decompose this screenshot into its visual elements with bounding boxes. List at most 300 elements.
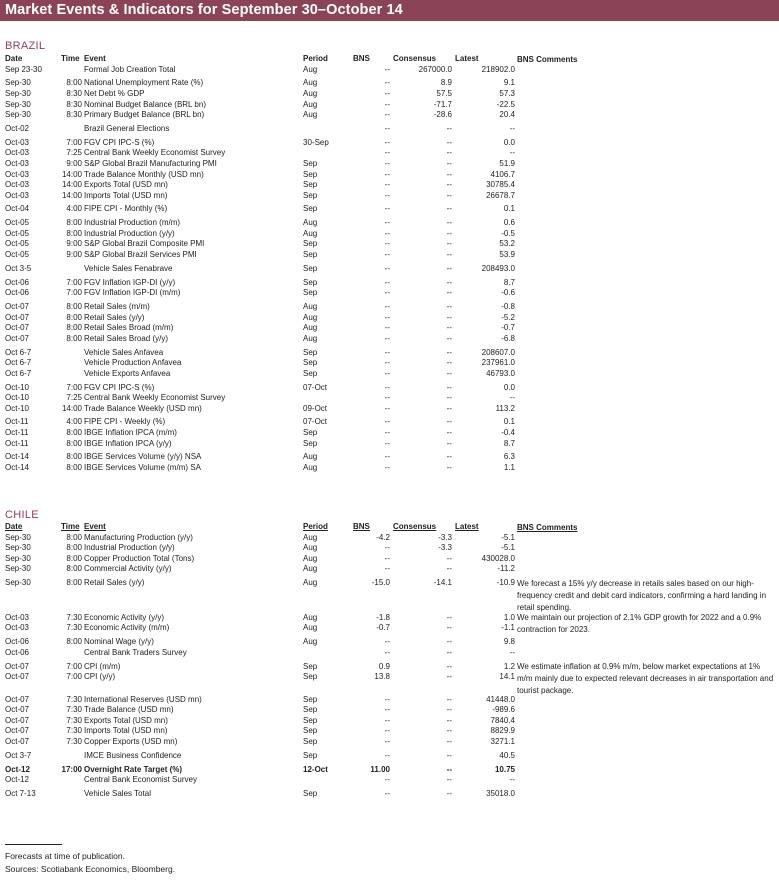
event-cell: Retail Sales (y/y) [84,312,145,322]
page-title-banner [0,0,779,21]
consensus-cell: -- [446,452,452,462]
bns-forecast-cell: -- [384,148,390,158]
consensus-cell: -- [446,277,452,287]
bns-forecast-cell: -- [384,301,390,311]
bns-forecast-cell: -- [384,543,390,553]
consensus-cell: -- [446,612,452,622]
date-cell: Oct-07 [5,333,30,343]
latest-cell: -5.2 [501,312,515,322]
table-row [0,138,779,149]
column-header-consensus: Consensus [393,522,437,531]
consensus-cell: -- [446,564,452,574]
table-row [0,264,779,275]
date-cell: Oct-07 [5,301,30,311]
event-cell: Copper Production Total (Tons) [84,553,195,563]
bns-forecast-cell: -- [384,123,390,133]
date-cell: Oct-11 [5,438,29,448]
date-cell: Oct-10 [5,393,30,403]
column-header-time: Time [61,522,80,531]
consensus-cell: -- [446,750,452,760]
latest-cell: 9.1 [503,78,515,88]
consensus-cell: -- [446,672,452,682]
date-cell: Sep-30 [5,99,31,109]
event-cell: Trade Balance Monthly (USD mn) [84,169,204,179]
consensus-cell: -- [446,403,452,413]
event-cell: Vehicle Sales Fenabrave [84,263,173,273]
latest-cell: -0.8 [501,301,515,311]
latest-cell: -0.7 [501,323,515,333]
table-row [0,765,779,776]
consensus-cell: -- [446,764,452,774]
period-cell: Aug [303,532,318,542]
event-cell: IBGE Inflation IPCA (y/y) [84,438,172,448]
date-cell: Oct-02 [5,123,30,133]
event-cell: Economic Activity (m/m) [84,623,170,633]
latest-cell: -10.9 [496,578,515,588]
latest-cell: 0.0 [503,382,515,392]
period-cell: Sep [303,190,318,200]
bns-forecast-cell: -- [384,347,390,357]
latest-cell: 6.3 [503,452,515,462]
time-cell: 7:30 [66,737,82,747]
time-cell: 8:00 [66,301,82,311]
date-cell: Sep-30 [5,553,31,563]
consensus-cell: -- [446,647,452,657]
consensus-cell: -71.7 [433,99,452,109]
brazil-table [0,54,779,474]
time-cell: 7:25 [66,148,82,158]
table-row [0,705,779,716]
bns-forecast-cell: 0.9 [378,661,390,671]
table-row [0,204,779,215]
latest-cell: 30785.4 [486,180,515,190]
date-cell: Oct-07 [5,312,30,322]
time-cell: 8:00 [66,463,82,473]
time-cell: 7:25 [66,393,82,403]
table-row [0,100,779,111]
consensus-cell: -- [446,694,452,704]
consensus-cell: -- [446,358,452,368]
table-row [0,369,779,380]
event-cell: Nominal Budget Balance (BRL bn) [84,99,206,109]
date-cell: Oct-03 [5,169,30,179]
event-cell: Vehicle Sales Anfavea [84,347,164,357]
event-cell: FGV Inflation IGP-DI (m/m) [84,288,181,298]
bns-forecast-cell: -- [384,78,390,88]
latest-cell: 0.1 [503,204,515,214]
column-header-date: Date [5,522,23,531]
table-row [0,554,779,565]
table-row [0,288,779,299]
table-row [0,543,779,554]
time-cell: 8:00 [66,637,82,647]
consensus-cell: -- [446,137,452,147]
bns-forecast-cell: -- [384,789,390,798]
consensus-cell: -- [446,661,452,671]
table-row [0,439,779,450]
period-cell: Aug [303,228,318,238]
event-cell: Formal Job Creation Total [84,64,176,74]
date-cell: Sep 23-30 [5,64,42,74]
event-cell: Central Bank Weekly Economist Survey [84,148,226,158]
bns-forecast-cell: -1.8 [376,612,390,622]
latest-cell: 14.1 [499,672,515,682]
table-row [0,302,779,313]
time-cell: 14:00 [61,169,82,179]
table-row [0,229,779,240]
bns-forecast-cell: -- [384,382,390,392]
bns-forecast-cell: -- [384,428,390,438]
latest-cell: 53.9 [499,250,515,260]
latest-cell: -0.4 [501,428,515,438]
consensus-cell: -- [446,148,452,158]
event-cell: Trade Balance Weekly (USD mn) [84,403,202,413]
time-cell: 7:00 [66,382,82,392]
event-cell: Manufacturing Production (y/y) [84,532,193,542]
bns-forecast-cell: -- [384,393,390,403]
consensus-cell: -- [446,789,452,798]
date-cell: Oct-05 [5,218,30,228]
time-cell: 7:30 [66,612,82,622]
period-cell: Aug [303,323,318,333]
event-cell: Nominal Wage (y/y) [84,637,154,647]
event-cell: FGV Inflation IGP-DI (y/y) [84,277,176,287]
latest-cell: -22.5 [496,99,515,109]
time-cell: 4:00 [66,204,82,214]
time-cell: 9:00 [66,158,82,168]
consensus-cell: -- [446,158,452,168]
consensus-cell: -3.3 [438,532,452,542]
period-cell: Aug [303,78,318,88]
date-cell: Oct-05 [5,250,30,260]
time-cell: 8:00 [66,564,82,574]
consensus-cell: -- [446,417,452,427]
latest-cell: 0.0 [503,137,515,147]
date-cell: Oct 6-7 [5,358,32,368]
consensus-cell: -- [446,428,452,438]
bns-forecast-cell: -- [384,110,390,120]
consensus-cell: 8.9 [440,78,452,88]
consensus-cell: -- [446,368,452,378]
period-cell: Aug [303,578,318,588]
event-cell: Primary Budget Balance (BRL bn) [84,110,205,120]
table-row [0,775,779,786]
date-cell: Oct-07 [5,715,30,725]
column-header-comments: BNS Comments [517,523,578,532]
event-cell: Retail Sales (m/m) [84,301,150,311]
bns-forecast-cell: -- [384,137,390,147]
column-header-time: Time [61,54,80,63]
period-cell: Aug [303,110,318,120]
table-row [0,110,779,121]
time-cell: 8:00 [66,428,82,438]
table-row [0,578,779,612]
event-cell: Industrial Production (m/m) [84,218,181,228]
bns-forecast-cell: -- [384,333,390,343]
consensus-cell: -- [446,190,452,200]
table-row [0,78,779,89]
bns-forecast-cell: -- [384,218,390,228]
latest-cell: 35018.0 [486,789,515,798]
section-title-brazil: BRAZIL [5,40,46,52]
period-cell: Sep [303,672,318,682]
period-cell: Sep [303,789,318,798]
table-row [0,170,779,181]
time-cell: 8:30 [66,110,82,120]
period-cell: Aug [303,553,318,563]
period-cell: 07-Oct [303,382,328,392]
date-cell: Oct-12 [5,775,30,785]
latest-cell: 208493.0 [481,263,515,273]
period-cell: Aug [303,218,318,228]
time-cell: 8:00 [66,78,82,88]
bns-forecast-cell: -4.2 [376,532,390,542]
consensus-cell: -- [446,180,452,190]
event-cell: FGV CPI IPC-S (%) [84,382,155,392]
period-cell: Aug [303,99,318,109]
period-cell: Sep [303,204,318,214]
date-cell: Oct-05 [5,239,30,249]
bns-forecast-cell: -- [384,204,390,214]
bns-forecast-cell: -0.7 [376,623,390,633]
date-cell: Oct-11 [5,417,29,427]
latest-cell: 430028.0 [481,553,515,563]
period-cell: Sep [303,180,318,190]
table-row [0,726,779,737]
period-cell: Sep [303,694,318,704]
bns-forecast-cell: -- [384,228,390,238]
table-header [0,522,779,533]
bns-forecast-cell: -- [384,553,390,563]
time-cell: 8:00 [66,218,82,228]
latest-cell: 8829.9 [490,726,515,736]
bns-forecast-cell: -- [384,737,390,747]
date-cell: Oct-06 [5,277,30,287]
table-row [0,393,779,404]
bns-forecast-cell: -- [384,438,390,448]
consensus-cell: -- [446,228,452,238]
bns-forecast-cell: -- [384,312,390,322]
table-row [0,65,779,76]
table-row [0,417,779,428]
table-row [0,218,779,229]
latest-cell: -0.6 [501,288,515,298]
column-header-latest: Latest [455,522,479,531]
consensus-cell: -- [446,169,452,179]
bns-forecast-cell: -- [384,368,390,378]
table-row [0,148,779,159]
page-title: Market Events & Indicators for September 30–October 14 [5,2,403,18]
date-cell: Oct-03 [5,190,30,200]
table-row [0,159,779,170]
consensus-cell: -3.3 [438,543,452,553]
period-cell: Sep [303,169,318,179]
period-cell: Sep [303,737,318,747]
chile-table [0,522,779,800]
period-cell: Sep [303,250,318,260]
event-cell: Net Debt % GDP [84,88,145,98]
time-cell: 8:00 [66,452,82,462]
bns-comment: We estimate inflation at 0.9% m/m, below market expectations at 1% m/m mainly due to expected relevant decreases in air transportation and tourist package. [517,662,774,695]
date-cell: Oct-14 [5,463,30,473]
section-title-chile: CHILE [5,509,39,521]
bns-forecast-cell: -- [384,169,390,179]
consensus-cell: -- [446,204,452,214]
latest-cell: 26678.7 [486,190,515,200]
period-cell: Sep [303,715,318,725]
event-cell: Retail Sales Broad (m/m) [84,323,174,333]
bns-comment: We maintain our projection of 2.1% GDP growth for 2022 and a 0.9% contraction for 2023. [517,613,762,635]
footnote-forecasts: Forecasts at time of publication. [5,851,126,861]
bns-forecast-cell: -- [384,775,390,785]
bns-forecast-cell: -- [384,190,390,200]
event-cell: FIPE CPI - Monthly (%) [84,204,168,214]
period-cell: Aug [303,637,318,647]
column-header-bns: BNS [353,522,370,531]
period-cell: Aug [303,452,318,462]
table-row [0,428,779,439]
consensus-cell: -28.6 [433,110,452,120]
event-cell: Copper Exports (USD mn) [84,737,178,747]
consensus-cell: -14.1 [433,578,452,588]
date-cell: Oct-03 [5,158,30,168]
bns-forecast-cell: -- [384,452,390,462]
column-header-date: Date [5,54,23,63]
time-cell: 7:00 [66,288,82,298]
event-cell: National Unemployment Rate (%) [84,78,204,88]
consensus-cell: -- [446,726,452,736]
period-cell: 09-Oct [303,403,328,413]
time-cell: 8:00 [66,228,82,238]
latest-cell: 9.8 [503,637,515,647]
event-cell: Vehicle Exports Anfavea [84,368,171,378]
date-cell: Oct-07 [5,323,30,333]
bns-forecast-cell: 11.00 [370,764,390,774]
time-cell: 8:00 [66,312,82,322]
period-cell: Aug [303,301,318,311]
period-cell: Aug [303,612,318,622]
table-row [0,789,779,800]
date-cell: Oct-03 [5,137,30,147]
period-cell: Sep [303,288,318,298]
consensus-cell: -- [446,393,452,403]
period-cell: Aug [303,64,318,74]
latest-cell: -- [509,393,515,403]
consensus-cell: -- [446,123,452,133]
latest-cell: -6.8 [501,333,515,343]
table-row [0,348,779,359]
event-cell: FGV CPI IPC-S (%) [84,137,155,147]
period-cell: Aug [303,543,318,553]
period-cell: Sep [303,438,318,448]
latest-cell: 51.9 [499,158,515,168]
time-cell: 7:00 [66,277,82,287]
date-cell: Oct-03 [5,612,30,622]
column-header-period: Period [303,522,328,531]
date-cell: Oct-04 [5,204,30,214]
time-cell: 9:00 [66,239,82,249]
event-cell: Vehicle Sales Total [84,789,152,798]
time-cell: 7:00 [66,137,82,147]
event-cell: Trade Balance (USD mn) [84,705,174,715]
table-row [0,695,779,706]
latest-cell: -1.1 [501,623,515,633]
latest-cell: 208607.0 [481,347,515,357]
time-cell: 8:30 [66,99,82,109]
bns-forecast-cell: -- [384,288,390,298]
date-cell: Oct-12 [5,764,30,774]
date-cell: Oct 7-13 [5,789,36,798]
latest-cell: 10.75 [494,764,515,774]
bns-forecast-cell: -- [384,239,390,249]
time-cell: 8:00 [66,438,82,448]
consensus-cell: -- [446,705,452,715]
bns-forecast-cell: -- [384,158,390,168]
event-cell: S&P Global Brazil Composite PMI [84,239,205,249]
period-cell: Sep [303,358,318,368]
consensus-cell: -- [446,263,452,273]
period-cell: Sep [303,428,318,438]
bns-forecast-cell: -- [384,750,390,760]
latest-cell: 1.2 [503,661,515,671]
date-cell: Oct-05 [5,228,30,238]
bns-forecast-cell: -- [384,64,390,74]
period-cell: Aug [303,333,318,343]
table-row [0,648,779,659]
consensus-cell: -- [446,715,452,725]
table-row [0,533,779,544]
consensus-cell: -- [446,347,452,357]
date-cell: Oct-03 [5,180,30,190]
time-cell: 14:00 [61,403,82,413]
table-row [0,637,779,648]
event-cell: Overnight Rate Target (%) [84,764,183,774]
date-cell: Oct-10 [5,382,30,392]
table-row [0,323,779,334]
bns-forecast-cell: -- [384,358,390,368]
event-cell: Imports Total (USD mn) [84,190,168,200]
latest-cell: 7840.4 [490,715,515,725]
consensus-cell: -- [446,333,452,343]
period-cell: Sep [303,347,318,357]
latest-cell: 40.5 [499,750,515,760]
event-cell: IMCE Business Confidence [84,750,182,760]
consensus-cell: -- [446,775,452,785]
table-row [0,313,779,324]
date-cell: Oct-11 [5,428,29,438]
date-cell: Oct-07 [5,737,30,747]
bns-forecast-cell: -- [384,99,390,109]
latest-cell: 218902.0 [481,64,515,74]
period-cell: Sep [303,277,318,287]
table-row [0,124,779,135]
event-cell: Imports Total (USD mn) [84,726,168,736]
consensus-cell: -- [446,288,452,298]
consensus-cell: -- [446,312,452,322]
latest-cell: 8.7 [503,277,515,287]
time-cell: 8:00 [66,553,82,563]
bns-forecast-cell: -- [384,705,390,715]
event-cell: Central Bank Economist Survey [84,775,197,785]
latest-cell: -11.2 [497,564,515,574]
event-cell: Vehicle Production Anfavea [84,358,182,368]
period-cell: Aug [303,88,318,98]
bns-forecast-cell: -- [384,564,390,574]
table-header [0,54,779,65]
event-cell: Retail Sales Broad (y/y) [84,333,169,343]
consensus-cell: -- [446,218,452,228]
column-header-bns: BNS [353,54,370,63]
